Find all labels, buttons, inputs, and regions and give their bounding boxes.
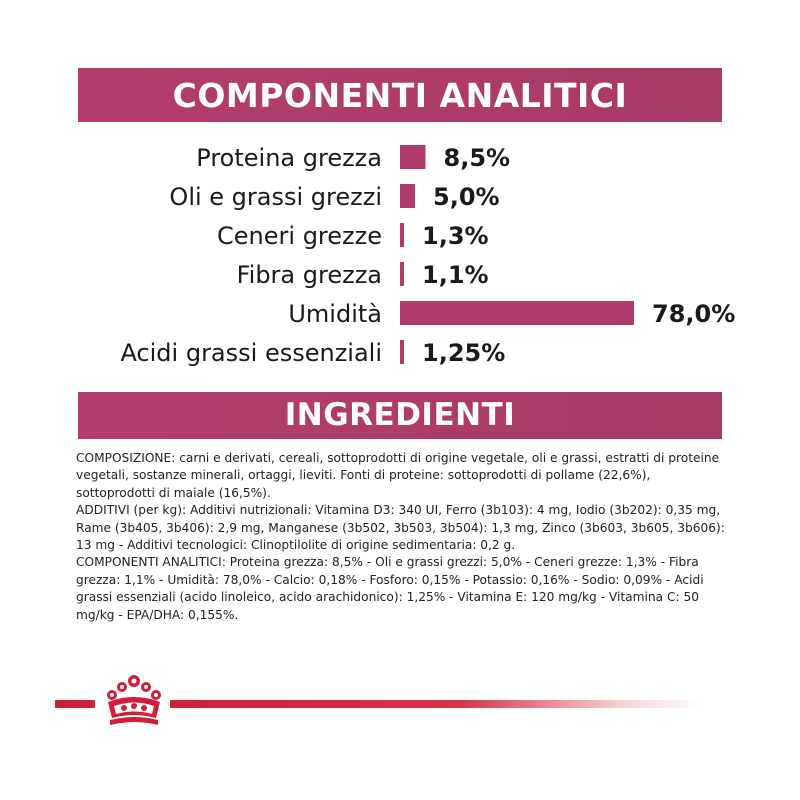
analytics-bar-chart (0, 135, 800, 375)
value-label-oli-e-grassi-grezzi: 5,0% (433, 183, 500, 211)
analytics-title-banner (78, 68, 722, 122)
footer-line-left (55, 700, 95, 708)
composition-paragraph: COMPOSIZIONE: carni e derivati, cereali, sottoprodotti di origine vegetale, oli e grassi, estratti di proteine vegetali, sostanze minerali, ortaggi, lieviti. Fonti di proteine: sottoprodotti di pollame (22,6%), sottoprodotti di maiale (16,5%). (76, 451, 720, 500)
bar-acidi-grassi-essenziali (400, 340, 404, 364)
category-label-ceneri-grezze: Ceneri grezze (217, 222, 382, 250)
category-label-umidita: Umidità (288, 300, 382, 328)
analytical-paragraph: COMPONENTI ANALITICI: Proteina grezza: 8,5% - Oli e grassi grezzi: 5,0% - Ceneri grezze: 1,3% - Fibra grezza: 1,1% - Umidità: 78,0% - Calcio: 0,18% - Fosforo: 0,15% - Potassio: 0,16% - Sodio: 0,09% - Acidi grassi essenziali (acido linoleico, acido arachidonico): 1,25% - Vitamina E: 120 mg/kg - Vitamina C: 50 mg/kg - EPA/DHA: 0,155%. (76, 555, 704, 622)
bar-oli-e-grassi-grezzi (400, 184, 415, 208)
royal-canin-crown-icon (98, 672, 170, 728)
footer-line-right (170, 700, 700, 708)
category-label-oli-e-grassi-grezzi: Oli e grassi grezzi (169, 183, 382, 211)
bar-ceneri-grezze (400, 223, 404, 247)
value-label-ceneri-grezze: 1,3% (422, 222, 489, 250)
category-label-fibra-grezza: Fibra grezza (236, 261, 382, 289)
ingredients-title: INGREDIENTI (284, 397, 516, 433)
value-label-fibra-grezza: 1,1% (422, 261, 489, 289)
bar-umidita (400, 301, 634, 325)
analytics-title: COMPONENTI ANALITICI (172, 76, 628, 115)
value-label-proteina-grezza: 8,5% (443, 144, 511, 172)
bar-proteina-grezza (400, 145, 426, 169)
category-label-acidi-grassi-essenziali: Acidi grassi essenziali (120, 339, 382, 367)
additives-paragraph: ADDITIVI (per kg): Additivi nutrizionali: Vitamina D3: 340 UI, Ferro (3b103): 4 mg, Iodio (3b202): 0,35 mg, Rame (3b405, 3b406): 2,9 mg, Manganese (3b502, 3b503, 3b504): 1,3 mg, Zinco (3b603, 3b605, 3b606): 13 mg - Additivi tecnologici: Clinoptilolite di origine sedimentaria: 0,2 g. (76, 503, 725, 553)
bar-fibra-grezza (400, 262, 404, 286)
value-label-umidita: 78,0% (652, 300, 736, 328)
category-label-proteina-grezza: Proteina grezza (196, 144, 382, 172)
ingredients-title-banner (78, 392, 722, 439)
ingredients-text (76, 450, 726, 624)
value-label-acidi-grassi-essenziali: 1,25% (422, 339, 506, 367)
